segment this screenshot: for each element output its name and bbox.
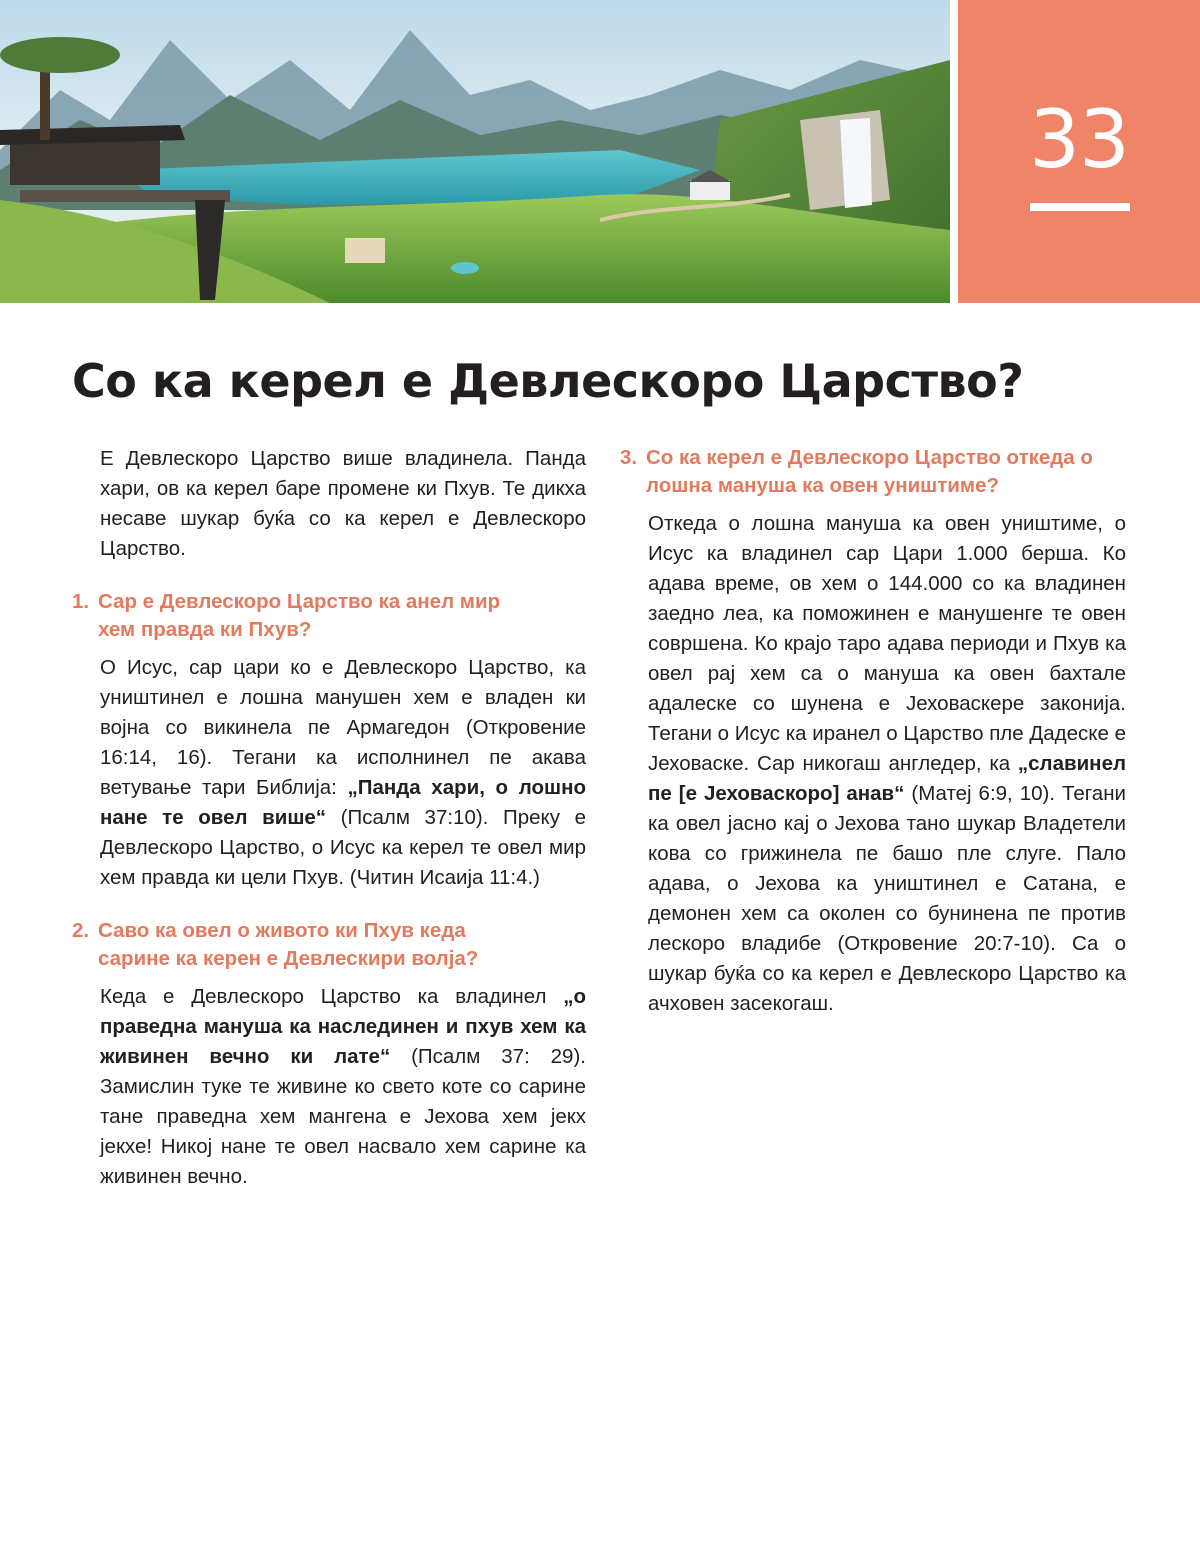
lesson-number: 33 bbox=[1029, 93, 1129, 186]
answer-text: (Матеј 6:9, 10). Тегани ка овел јасно кај о Јехова тано шукар Владетели кова со грижинела пе башо пле слуге. Пало адава, о Јехова ка уништинел е Сатана, е демонен хем са околен со бунинена пе против лескоро владибе (Откровение 20:7-10). Са о шукар буќа со ка керел е Девлескоро Царство ка ачховен засекогаш. bbox=[648, 782, 1126, 1015]
lesson-number-badge bbox=[958, 0, 1200, 303]
right-column bbox=[620, 444, 1126, 1019]
question-2-heading bbox=[72, 917, 586, 973]
answer-3-paragraph bbox=[620, 509, 1126, 1019]
answer-text: (Псалм 37: 29). Замислин туке те живине ко свето коте со сарине тане праведна хем мангена е Јехова хем јекх јекхе! Никој нане те овел насвало хем сарине ка живинен вечно. bbox=[100, 1045, 586, 1188]
paradise-landscape-image bbox=[0, 0, 950, 303]
header-illustration bbox=[0, 0, 950, 303]
answer-1-paragraph bbox=[72, 653, 586, 893]
question-1-heading bbox=[72, 588, 586, 644]
scripture-quote: „Панда хари, о лошно нане те овел више“ bbox=[100, 776, 586, 829]
question-text: Со ка керел е Девлескоро Царство откеда о лошна мануша ка овен уништиме? bbox=[646, 446, 1093, 497]
left-column bbox=[72, 444, 586, 1192]
question-text: Саво ка овел о живото ки Пхув кеда сарине ка керен е Девлескири волја? bbox=[98, 919, 479, 970]
question-number: 1. bbox=[72, 590, 90, 613]
answer-2-paragraph bbox=[72, 982, 586, 1192]
question-text: Сар е Девлескоро Царство ка анел мир хем правда ки Пхув? bbox=[98, 590, 501, 641]
question-number: 2. bbox=[72, 919, 90, 942]
scripture-quote: „славинел пе [е Јеховаскоро] анав“ bbox=[648, 752, 1126, 805]
question-number: 3. bbox=[620, 446, 638, 469]
answer-text: Кеда е Девлескоро Царство ка владинел bbox=[100, 985, 564, 1008]
intro-paragraph: Е Девлескоро Царство више владинела. Панда хари, ов ка керел баре промене ки Пхув. Те дикха несаве шукар буќа со ка керел е Девлескоро Царство. bbox=[100, 447, 586, 560]
answer-text: (Псалм 37:10). Преку е Девлескоро Царство, о Исус ка керел те овел мир хем правда ки цели Пхув. (Читин Исаија 11:4.) bbox=[100, 806, 586, 889]
scripture-quote: „о праведна мануша ка наслединен и пхув хем ка живинен вечно ки лате“ bbox=[100, 985, 586, 1068]
question-3-heading bbox=[620, 444, 1126, 500]
page-title: Со ка керел е Девлескоро Царство? bbox=[72, 354, 1024, 408]
answer-text: Откеда о лошна мануша ка овен уништиме, о Исус ка владинел сар Цари 1.000 берша. Ко адава време, ов хем о 144.000 со ка владинен заедно леа, ка поможинен е манушенге те овен совршена. Ко крајо таро адава периоди и Пхув ка овел рај хем са о мануша ка овен бахтале адалеске со шунена е Јеховаскере законија. Тегани о Исус ка иранел о Царство пле Дадеске е Јеховаске. Сар никогаш англедер, ка bbox=[648, 512, 1126, 775]
answer-text: О Исус, сар цари ко е Девлескоро Царство, ка уништинел е лошна манушен хем е владен ки војна со викинела пе Армагедон (Откровение 16:14, 16). Тегани ка исполнинел пе акава ветување тари Библија: bbox=[100, 656, 586, 799]
lesson-number-underline bbox=[1030, 203, 1130, 211]
